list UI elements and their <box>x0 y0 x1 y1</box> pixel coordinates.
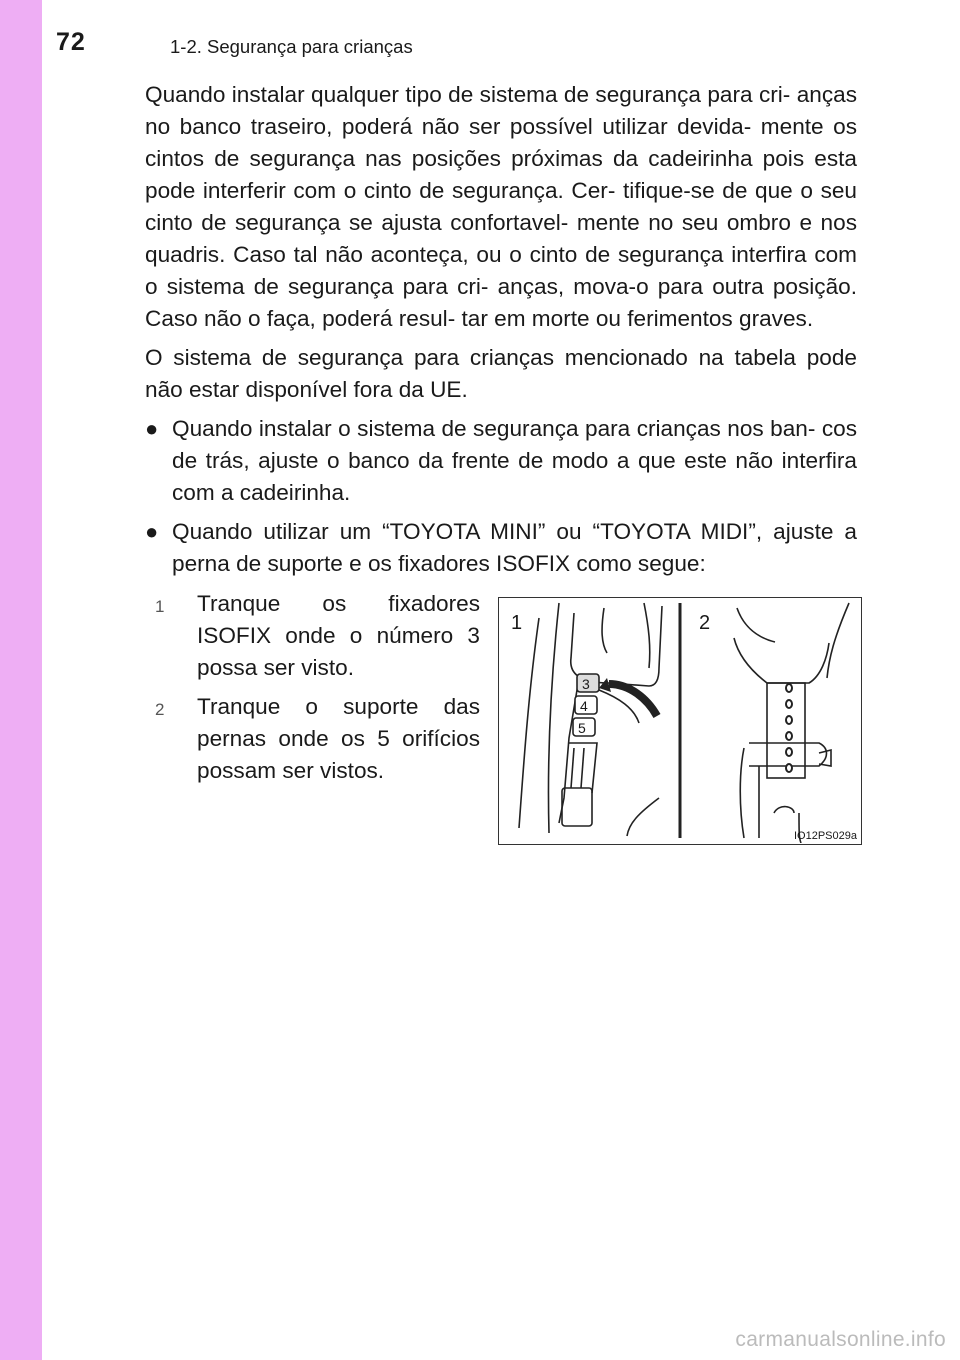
step-item <box>145 588 480 684</box>
bullet-item <box>145 516 857 580</box>
page-number: 72 <box>56 28 86 56</box>
step-item <box>145 691 480 787</box>
illustration-drawing <box>499 598 860 843</box>
bullet-text: Quando utilizar um “TOYOTA MINI” ou “TOYOTA MIDI”, ajuste a perna de suporte e os fixadores ISOFIX como segue: <box>172 519 857 576</box>
paragraph-seat-belt: Quando instalar qualquer tipo de sistema de segurança para cri- anças no banco traseiro, poderá não ser possível utilizar devida- mente os cintos de segurança nas posições próximas da cadeirinha pois esta pode interferir com o cinto de segurança. Cer- tifique-se de que o seu cinto de segurança se ajusta confortavel- mente no seu ombro e nos quadris. Caso tal não aconteça, ou o cinto de segurança interfira com o sistema de segurança para cri- anças, mova-o para outra posição. Caso não o faça, poderá resul- tar em morte ou ferimentos graves. <box>145 82 857 331</box>
watermark: carmanualsonline.info <box>735 1328 946 1351</box>
steps-list <box>145 588 480 794</box>
step-number: 2 <box>155 700 165 719</box>
figure-code: IO12PS029a <box>794 830 857 842</box>
section-title: 1-2. Segurança para crianças <box>170 36 413 57</box>
figure-callout: 2 <box>699 612 711 634</box>
main-content <box>145 79 857 587</box>
step-number: 1 <box>155 597 165 616</box>
isofix-illustration <box>498 597 862 845</box>
figure-number-label: 4 <box>580 698 588 714</box>
step-text: Tranque os fixadores ISOFIX onde o número 3 possa ser visto. <box>197 591 480 680</box>
bullet-icon: ● <box>145 416 159 441</box>
side-tab-bar <box>0 0 42 1360</box>
paragraph-availability: O sistema de segurança para crianças mencionado na tabela pode não estar disponível fora da UE. <box>145 345 857 402</box>
page-header <box>0 0 960 60</box>
bullet-item <box>145 413 857 509</box>
bullet-icon: ● <box>145 519 159 544</box>
figure-number-label: 3 <box>582 676 590 692</box>
step-text: Tranque o suporte das pernas onde os 5 orifícios possam ser vistos. <box>197 694 480 783</box>
bullet-text: Quando instalar o sistema de segurança para crianças nos ban- cos de trás, ajuste o banco da frente de modo a que este não interfira com a cadeirinha. <box>172 416 857 505</box>
figure-number-label: 5 <box>578 720 586 736</box>
figure-callout: 1 <box>511 612 523 634</box>
